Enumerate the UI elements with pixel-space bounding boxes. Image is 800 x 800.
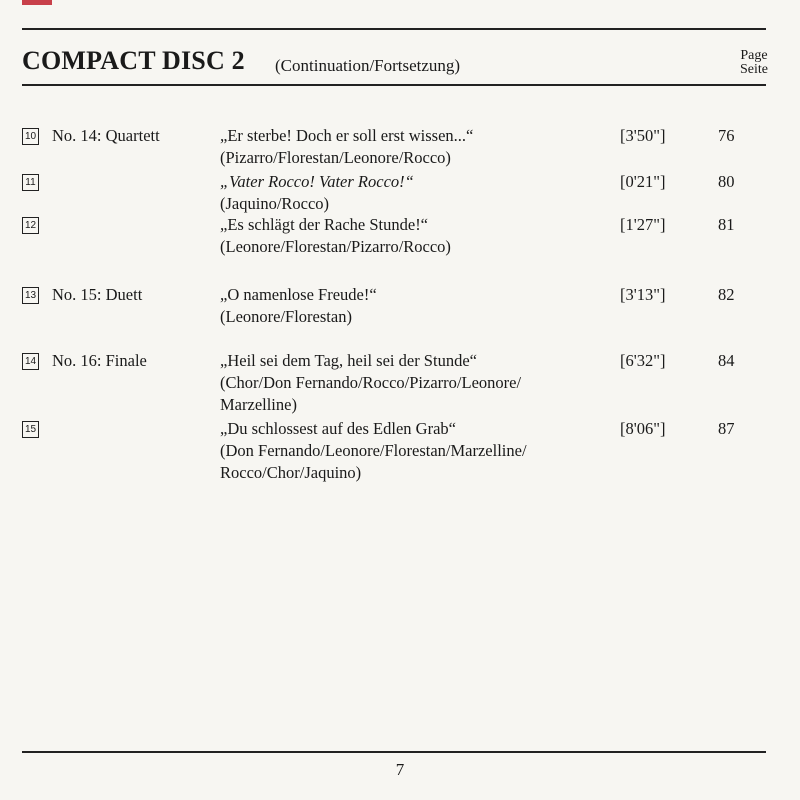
piece-title: „Vater Rocco! Vater Rocco!“ bbox=[220, 172, 414, 191]
piece-title: „O namenlose Freude!“ bbox=[220, 285, 377, 304]
footer-page-number: 7 bbox=[395, 760, 405, 779]
title-block bbox=[220, 350, 640, 416]
page-label-de: Seite bbox=[740, 62, 768, 77]
duration: [1'27"] bbox=[620, 215, 666, 234]
track-number-box: 14 bbox=[22, 353, 39, 370]
track-number-box: 15 bbox=[22, 421, 39, 438]
corner-color-mark bbox=[22, 0, 52, 5]
page-number: 76 bbox=[718, 126, 735, 145]
header-rule bbox=[22, 84, 766, 86]
track-number-box: 12 bbox=[22, 217, 39, 234]
footer-rule bbox=[22, 751, 766, 753]
page-number: 87 bbox=[718, 419, 735, 438]
title-block bbox=[220, 171, 640, 215]
page-number: 80 bbox=[718, 172, 735, 191]
piece-title: „Du schlossest auf des Edlen Grab“ bbox=[220, 419, 456, 438]
page-label-en: Page bbox=[740, 48, 768, 63]
number-label: No. 14: Quartett bbox=[52, 126, 160, 145]
piece-title: „Es schlägt der Rache Stunde!“ bbox=[220, 215, 429, 234]
roles-line: (Leonore/Florestan/Pizarro/Rocco) bbox=[220, 237, 451, 256]
page-number: 81 bbox=[718, 215, 735, 234]
roles-line: (Don Fernando/Leonore/Florestan/Marzelline/ bbox=[220, 441, 527, 460]
duration: [6'32"] bbox=[620, 351, 666, 370]
duration: [8'06"] bbox=[620, 419, 666, 438]
duration: [3'13"] bbox=[620, 285, 666, 304]
page-number: 84 bbox=[718, 351, 735, 370]
roles-line: (Chor/Don Fernando/Rocco/Pizarro/Leonore/ bbox=[220, 373, 522, 392]
top-rule bbox=[22, 28, 766, 30]
piece-title: „Heil sei dem Tag, heil sei der Stunde“ bbox=[220, 351, 477, 370]
title-block bbox=[220, 125, 640, 169]
page-number: 82 bbox=[718, 285, 735, 304]
title-block bbox=[220, 284, 640, 328]
track-number-box: 13 bbox=[22, 287, 39, 304]
title-block bbox=[220, 214, 640, 258]
disc-subtitle: (Continuation/Fortsetzung) bbox=[275, 56, 461, 75]
number-label: No. 16: Finale bbox=[52, 351, 147, 370]
track-number-box: 10 bbox=[22, 128, 39, 145]
roles-line: Marzelline) bbox=[220, 395, 297, 414]
duration: [0'21"] bbox=[620, 172, 666, 191]
duration: [3'50"] bbox=[620, 126, 666, 145]
roles-line: Rocco/Chor/Jaquino) bbox=[220, 463, 362, 482]
roles-line: (Leonore/Florestan) bbox=[220, 307, 352, 326]
roles-line: (Pizarro/Florestan/Leonore/Rocco) bbox=[220, 148, 451, 167]
number-label: No. 15: Duett bbox=[52, 285, 143, 304]
page-column-header bbox=[740, 49, 768, 77]
roles-line: (Jaquino/Rocco) bbox=[220, 194, 330, 213]
piece-title: „Er sterbe! Doch er soll erst wissen...“ bbox=[220, 126, 474, 145]
title-block bbox=[220, 418, 640, 484]
disc-title: COMPACT DISC 2 bbox=[22, 46, 245, 75]
track-number-box: 11 bbox=[22, 174, 39, 191]
